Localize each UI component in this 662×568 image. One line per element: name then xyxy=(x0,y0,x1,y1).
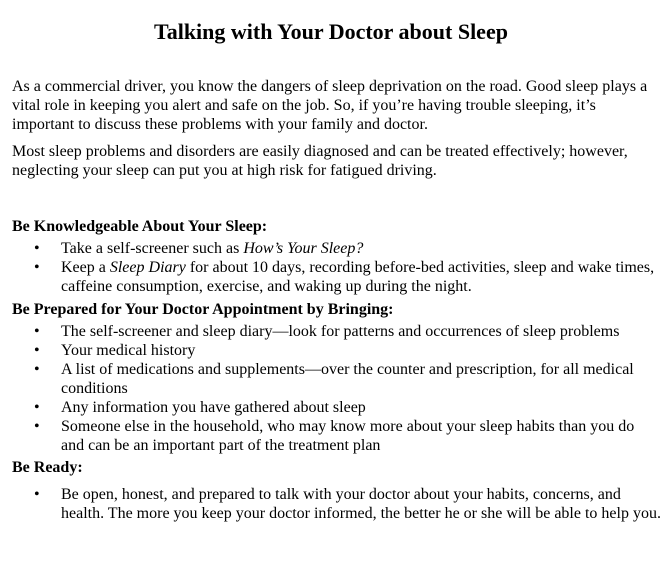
ready-list xyxy=(12,485,662,523)
bullet-icon: • xyxy=(34,323,40,340)
list-item-text: Someone else in the household, who may know more about your sleep habits than you do and can be an important part of the treatment plan xyxy=(61,418,635,454)
list-item xyxy=(12,485,661,523)
list-item xyxy=(12,322,661,341)
bullet-icon: • xyxy=(34,399,40,416)
section-heading-ready: Be Ready: xyxy=(12,459,83,476)
list-item-text: Take a self-screener such as How’s Your Sleep? xyxy=(61,240,364,257)
bullet-icon: • xyxy=(34,342,40,359)
list-item xyxy=(12,341,661,360)
list-item-text: A list of medications and supplements—over the counter and prescription, for all medical conditions xyxy=(61,361,634,397)
list-item-text: Any information you have gathered about sleep xyxy=(61,399,366,416)
bullet-icon: • xyxy=(34,486,40,503)
bullet-icon: • xyxy=(34,259,40,276)
list-item xyxy=(12,417,661,455)
list-item-text: Keep a Sleep Diary for about 10 days, recording before-bed activities, sleep and wake times, caffeine consumption, exercise, and waking up during the night. xyxy=(61,259,655,295)
list-item-text: The self-screener and sleep diary—look for patterns and occurrences of sleep problems xyxy=(61,323,620,340)
prepared-list xyxy=(12,322,662,455)
list-item xyxy=(12,398,661,417)
bullet-icon: • xyxy=(34,361,40,378)
list-item xyxy=(12,239,661,258)
section-heading-knowledgeable: Be Knowledgeable About Your Sleep: xyxy=(12,218,268,235)
intro-paragraph-1: As a commercial driver, you know the dangers of sleep deprivation on the road. Good sleep plays a vital role in keeping you alert and safe on the job. So, if you’re having trouble sleeping, it’s important to discuss these problems with your family and doctor. xyxy=(12,78,648,133)
knowledgeable-list xyxy=(12,239,662,296)
list-item-text: Be open, honest, and prepared to talk with your doctor about your habits, concerns, and health. The more you keep your doctor informed, the better he or she will be able to help you. xyxy=(61,486,661,522)
section-heading-prepared: Be Prepared for Your Doctor Appointment by Bringing: xyxy=(12,301,394,318)
page-title: Talking with Your Doctor about Sleep xyxy=(154,19,508,44)
list-item xyxy=(12,360,661,398)
bullet-icon: • xyxy=(34,418,40,435)
bullet-icon: • xyxy=(34,240,40,257)
list-item-text: Your medical history xyxy=(61,342,196,359)
list-item xyxy=(12,258,661,296)
intro-paragraph-2: Most sleep problems and disorders are easily diagnosed and can be treated effectively; however, neglecting your sleep can put you at high risk for fatigued driving. xyxy=(12,143,628,179)
